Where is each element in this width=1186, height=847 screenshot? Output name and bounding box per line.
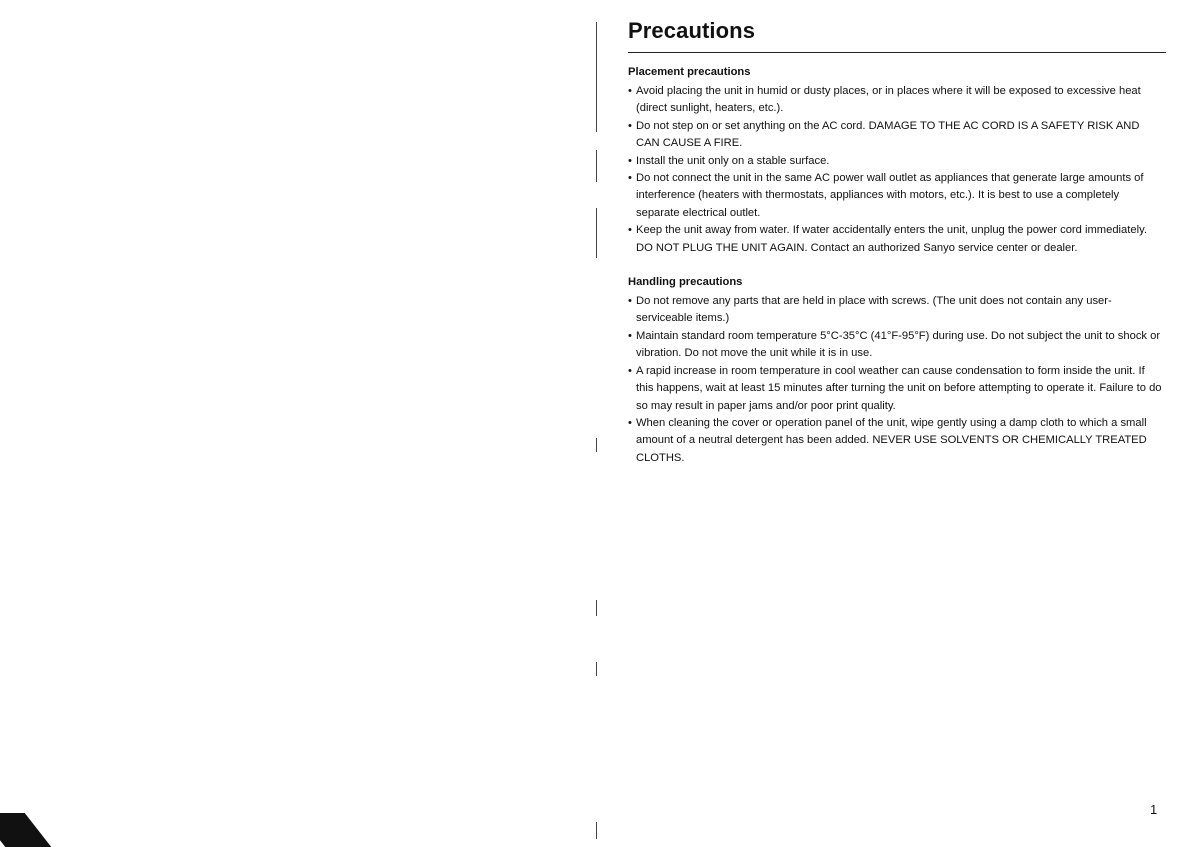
placement-section: [628, 64, 1168, 257]
binding-mark: [596, 208, 597, 258]
list-item: • Install the unit only on a stable surface.: [628, 153, 1164, 170]
bullet-list: [628, 293, 1168, 467]
bullet-list: [628, 83, 1168, 257]
binding-mark: [596, 22, 597, 132]
list-item: • Do not step on or set anything on the AC cord. DAMAGE TO THE AC CORD IS A SAFETY RISK AND CAN CAUSE A FIRE.: [628, 119, 1140, 150]
binding-mark: [596, 662, 597, 676]
list-item: • Maintain standard room temperature 5°C-35°C (41°F-95°F) during use. Do not subject the unit to shock or vibration. Do not move the unit while it is in use.: [628, 329, 1161, 360]
section-heading: Handling precautions: [628, 276, 743, 289]
bullet-icon: •: [628, 295, 632, 308]
binding-mark: [596, 600, 597, 616]
title-rule: [628, 52, 1166, 53]
binding-mark: [596, 822, 597, 839]
list-item: • Do not connect the unit in the same AC power wall outlet as appliances that generate large amounts of interference (heaters with thermostats, appliances with motors, etc.). It is best to use a completely separate electrical outlet.: [628, 172, 1144, 219]
bullet-icon: •: [628, 364, 632, 377]
list-item: • Keep the unit away from water. If water accidentally enters the unit, unplug the power cord immediately. DO NOT PLUG THE UNIT AGAIN. Contact an authorized Sanyo service center or dealer.: [628, 224, 1147, 254]
bullet-icon: •: [628, 85, 632, 97]
list-item: • A rapid increase in room temperature in cool weather can cause condensation to form inside the unit. If this happens, wait at least 15 minutes after turning the unit on before attempting to operate it. Failure to do so may result in paper jams and/or poor print quality.: [628, 364, 1162, 412]
list-item: • Avoid placing the unit in humid or dusty places, or in places where it will be exposed to excessive heat (direct sunlight, heaters, etc.).: [628, 85, 1141, 115]
list-item: • Do not remove any parts that are held in place with screws. (The unit does not contain any user-serviceable items.): [628, 295, 1112, 325]
bullet-icon: •: [628, 329, 632, 342]
page-number: 1: [1150, 802, 1158, 817]
precautions-page: [628, 18, 1168, 467]
binding-mark: [596, 438, 597, 452]
scan-corner-shadow: [0, 813, 51, 847]
handling-section: [628, 274, 1168, 467]
bullet-icon: •: [628, 154, 632, 167]
page-title: Precautions: [628, 18, 756, 43]
section-heading: Placement precautions: [628, 66, 751, 78]
bullet-icon: •: [628, 119, 632, 132]
bullet-icon: •: [628, 416, 632, 429]
list-item: • When cleaning the cover or operation panel of the unit, wipe gently using a damp cloth to which a small amount of a neutral detergent has been added. NEVER USE SOLVENTS OR CHEMICALLY TREATED CLOTHS.: [628, 416, 1147, 464]
bullet-icon: •: [628, 224, 632, 237]
bullet-icon: •: [628, 172, 632, 185]
binding-mark: [596, 150, 597, 182]
